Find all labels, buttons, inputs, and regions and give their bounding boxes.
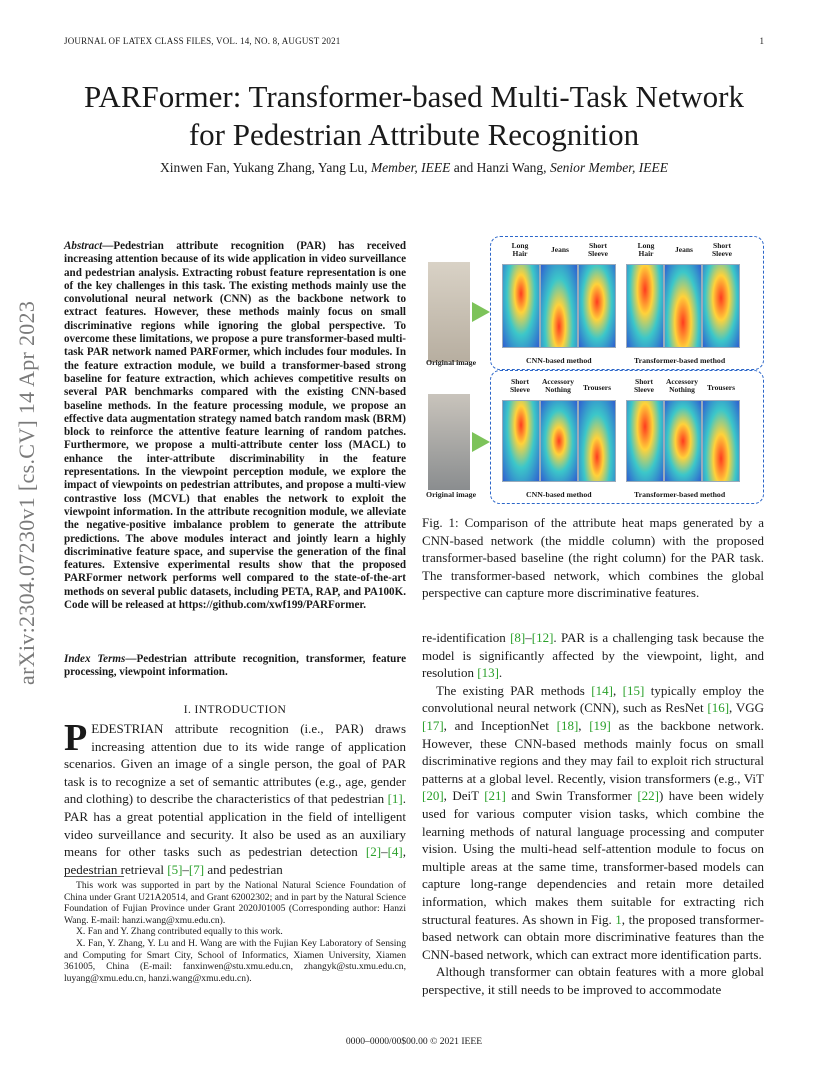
figure-1 xyxy=(422,234,764,506)
index-terms-text: —Pedestrian attribute recognition, transformer, feature processing, viewpoint information. xyxy=(64,653,406,679)
heatmap-label: Trousers xyxy=(706,383,736,392)
heatmap-transformer xyxy=(626,264,664,348)
dash: – xyxy=(525,630,532,645)
body-text: . xyxy=(498,665,503,681)
heatmap-label: Long Hair xyxy=(637,241,655,258)
citation-link[interactable]: [18] xyxy=(556,717,579,733)
heatmap-cnn xyxy=(578,400,616,482)
heatmap-transformer xyxy=(702,400,740,482)
citation-link[interactable]: [1] xyxy=(387,791,403,807)
heatmap-cnn xyxy=(540,400,578,482)
heatmap-label: Long Hair xyxy=(511,241,529,258)
cnn-method-label: CNN-based method xyxy=(526,356,592,365)
arrow-icon xyxy=(472,432,490,452)
body-text: typically employ the convolutional neural network (CNN), such as ResNet xyxy=(422,682,764,716)
body-text: and Swin Transformer xyxy=(505,788,638,804)
intro-paragraph xyxy=(64,717,406,878)
citation-link[interactable]: [15] xyxy=(622,682,645,698)
heatmap-label: Short Sleeve xyxy=(712,241,732,258)
figure-caption: Fig. 1: Comparison of the attribute heat maps generated by a CNN-based network (the middle column) with the proposed transformer-based baseline (the right column) for the PAR task. The transformer-based network, which combines the global perspective can capture more discriminative features. xyxy=(422,515,764,601)
intro-text: and pedestrian xyxy=(204,861,283,877)
citation-link[interactable]: [8] xyxy=(510,630,526,645)
citation-link[interactable]: [7] xyxy=(188,861,205,877)
citation-link[interactable]: [22] xyxy=(637,788,659,804)
citation-link[interactable]: [2] xyxy=(365,844,382,860)
footnote-contribution: X. Fan and Y. Zhang contributed equally to this work. xyxy=(76,926,283,938)
footnote-divider xyxy=(64,876,124,877)
heatmap-transformer xyxy=(664,400,702,482)
body-text: re-identification xyxy=(422,630,511,645)
body-text: , xyxy=(578,717,590,733)
body-text: , the proposed transformer-based network can obtain more discriminative features than the CNN-based network, which can extract more identification parts. xyxy=(422,911,764,962)
heatmap-label: Accessory Nothing xyxy=(665,377,699,394)
paragraph xyxy=(422,629,764,682)
cnn-method-label: CNN-based method xyxy=(526,490,592,499)
dropcap: P xyxy=(64,717,88,759)
heatmap-label: Jeans xyxy=(675,245,693,254)
dash: – xyxy=(381,844,388,860)
heatmap-label: Short Sleeve xyxy=(634,377,654,394)
page-number: 1 xyxy=(759,36,764,46)
author-role-senior: Senior Member, IEEE xyxy=(549,160,669,175)
original-image-label: Original image xyxy=(426,358,477,367)
body-text: as the backbone network. However, these CNN-based methods mainly focus on small discriminative regions and they may fail to exploit rich structural patterns at a global level. Recently, vision transformers (e.g., ViT xyxy=(422,717,764,786)
body-text: ) have been widely used for various computer vision tasks, which combine the learning methods of natural language processing and computer vision. Using the multi-head self-attention module to focus on multiple areas at the same time, transformer-based models can capture long-range dependencies and retain more detailed information, which makes them suitable for extracting rich structural features. As shown in Fig. xyxy=(422,788,764,927)
body-text: , DeiT xyxy=(443,788,485,804)
arxiv-id: arXiv:2304.07230v1 [cs.CV] 14 Apr 2023 xyxy=(14,300,39,685)
body-text: , and InceptionNet xyxy=(443,717,557,733)
heatmap-label: Accessory Nothing xyxy=(541,377,575,394)
heatmap-label: Jeans xyxy=(551,245,569,254)
author-list xyxy=(64,160,764,176)
intro-text: . PAR has a great potential application in the field of intelligent video surveillance and security. It also be used as an auxiliary means for other tasks such as pedestrian detection xyxy=(64,791,406,860)
original-image-label: Original image xyxy=(426,490,477,499)
heatmap-label: Short Sleeve xyxy=(588,241,608,258)
right-column-text xyxy=(422,629,764,998)
citation-link[interactable]: [20] xyxy=(422,788,444,804)
journal-header: JOURNAL OF LATEX CLASS FILES, VOL. 14, NO. 8, AUGUST 2021 xyxy=(64,36,341,46)
citation-link[interactable]: [21] xyxy=(484,788,506,804)
abstract xyxy=(64,240,406,612)
authors-text-2: and Hanzi Wang, xyxy=(450,160,550,175)
citation-link[interactable]: [14] xyxy=(591,682,613,698)
copyright-line: 0000–0000/00$00.00 © 2021 IEEE xyxy=(345,1036,483,1047)
citation-link[interactable]: [12] xyxy=(531,630,554,645)
body-text: , xyxy=(612,682,623,698)
heatmap-label: Trousers xyxy=(582,383,612,392)
footnote-funding: This work was supported in part by the National Natural Science Foundation of China under Grant U21A20514, and Grant 62002302; and in part by the Natural Science Foundation of Fujian Province under Grant 2020J01005 (Corresponding author: Hanzi Wang. E-mail: hanzi.wang@xmu.edu.cn). xyxy=(64,880,406,926)
heatmap-cnn xyxy=(540,264,578,348)
abstract-text: —Pedestrian attribute recognition (PAR) has received increasing attention because of its wide application in video surveillance and pedestrian analysis. Extracting robust feature representation is one of the key challenges in this task. The existing methods mainly use the convolutional neural network (CNN) as the backbone network to extract features. However, these methods mainly focus on small discriminative regions while ignoring the global perspective. To overcome these limitations, we propose a pure transformer-based multi-task PAR network named PARFormer, which includes four modules. In the feature extraction module, we build a transformer-based strong baseline for feature extraction, which achieves competitive results on several PAR benchmarks compared with the existing CNN-based baseline methods. In the feature processing module, we propose an effective data augmentation strategy named batch random mask (BRM) block to reinforce the attentive feature learning of random patches. Furthermore, we propose a multi-attribute center loss (MACL) to enhance the inter-attribute discriminability in the feature representations. In the viewpoint perception module, we explore the impact of viewpoints on pedestrian attributes, and propose a multi-view contrastive loss (MCVL) that enables the network to exploit the viewpoint information. In the attribute recognition module, we alleviate the negative-positive imbalance problem to generate the attribute predictions. The above modules interact and jointly learn a highly discriminative feature space, and supervise the generation of the final features. Extensive experimental results show that the proposed PARFormer network performs well compared to the state-of-the-art methods on several public datasets, including PETA, RAP, and PA100K. Code will be released at https://github.com/xwf199/PARFormer. xyxy=(64,240,406,612)
paper-title: PARFormer: Transformer-based Multi-Task Network for Pedestrian Attribute Recognition xyxy=(84,79,744,152)
index-terms-label: Index Terms xyxy=(64,653,126,665)
heatmap-transformer xyxy=(702,264,740,348)
arxiv-stamp xyxy=(8,290,48,690)
heatmap-label: Short Sleeve xyxy=(510,377,530,394)
citation-link[interactable]: [5] xyxy=(167,861,183,877)
heatmap-transformer xyxy=(664,264,702,348)
intro-text: EDESTRIAN attribute recognition (i.e., PAR) draws increasing attention due to its wide range of application scenarios. Given an image of a single person, the goal of PAR task is to recognize a set of semantic attributes (e.g., age, gender and clothing) to describe the characteristics of that pedestrian xyxy=(64,721,406,807)
citation-link[interactable]: [13] xyxy=(477,665,499,681)
original-image-2 xyxy=(428,394,470,490)
heatmap-transformer xyxy=(626,400,664,482)
section-heading: I. INTRODUCTION xyxy=(183,704,287,716)
body-text: The existing PAR methods xyxy=(436,682,592,698)
paragraph: Although transformer can obtain features with a more global perspective, it still needs to be improved to accommodate xyxy=(422,964,764,997)
transformer-method-label: Transformer-based method xyxy=(634,356,726,365)
heatmap-cnn xyxy=(502,400,540,482)
citation-link[interactable]: [19] xyxy=(589,717,611,733)
transformer-method-label: Transformer-based method xyxy=(634,490,726,499)
index-terms xyxy=(64,653,406,680)
heatmap-cnn xyxy=(502,264,540,348)
arrow-icon xyxy=(472,302,490,322)
abstract-label: Abstract xyxy=(64,240,103,252)
intro-text: , pedestrian retrieval xyxy=(64,844,406,877)
figure-reference-link[interactable]: 1 xyxy=(615,911,622,927)
footnotes xyxy=(64,880,406,984)
original-image-1 xyxy=(428,262,470,362)
body-text: , VGG xyxy=(729,700,764,716)
dash: – xyxy=(182,861,189,877)
footnote-affiliation: X. Fan, Y. Zhang, Y. Lu and H. Wang are with the Fujian Key Laboratory of Sensing and Computing for Smart City, School of Informatics, Xiamen University, Xiamen 361005, China (E-mail: fanxinwen@stu.xmu.edu.cn, zhangyk@stu.xmu.edu.cn, luyang@xmu.edu.cn, hanzi.wang@xmu.edu.cn). xyxy=(64,937,406,984)
paragraph xyxy=(422,682,764,964)
heatmap-cnn xyxy=(578,264,616,348)
citation-link[interactable]: [16] xyxy=(707,700,730,716)
author-role-member: Member, IEEE xyxy=(370,160,451,175)
body-text: . PAR is a challenging task because the model is significantly affected by the viewpoint, light, and resolution xyxy=(422,630,764,681)
citation-link[interactable]: [4] xyxy=(387,844,403,860)
authors-text: Xinwen Fan, Yukang Zhang, Yang Lu, xyxy=(159,160,371,175)
citation-link[interactable]: [17] xyxy=(422,717,444,733)
